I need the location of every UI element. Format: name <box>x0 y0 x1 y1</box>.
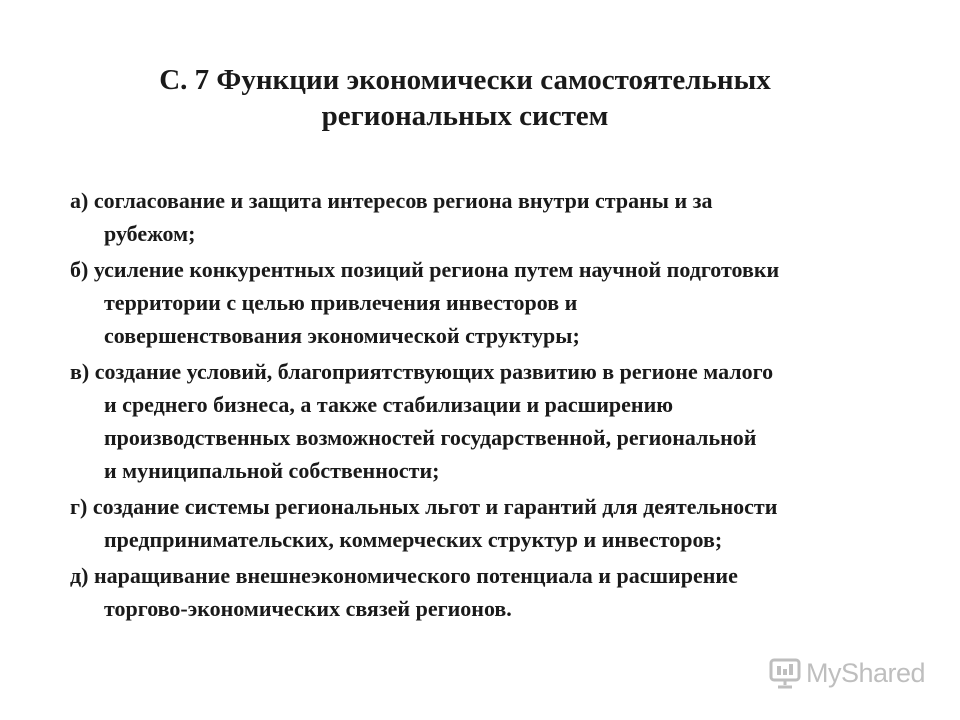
function-list <box>70 184 940 628</box>
list-item-a <box>70 184 940 250</box>
item-v-line-1: в) создание условий, благоприятствующих развитию в регионе малого <box>70 359 774 384</box>
watermark-text: MyShared <box>806 657 926 688</box>
presentation-board-icon <box>768 656 802 690</box>
item-d-line-1: д) наращивание внешнеэкономического потенциала и расширение <box>70 563 738 588</box>
list-item-b <box>70 253 940 352</box>
item-b-line-3: совершенствования экономической структуры; <box>104 323 580 348</box>
item-g-line-1: г) создание системы региональных льгот и гарантий для деятельности <box>70 494 778 519</box>
item-b-line-2: территории с целью привлечения инвесторов и <box>104 290 578 315</box>
list-item-d <box>70 559 940 625</box>
item-v-line-2: и среднего бизнеса, а также стабилизации и расширению <box>104 392 674 417</box>
item-d-line-2: торгово-экономических связей регионов. <box>104 596 512 621</box>
item-v-line-3: производственных возможностей государственной, региональной <box>104 425 757 450</box>
slide-title-line-1: С. 7 Функции экономически самостоятельных <box>159 64 771 96</box>
item-a-line-1: а) согласование и защита интересов региона внутри страны и за <box>70 188 713 213</box>
myshared-watermark <box>768 655 925 691</box>
item-g-line-2: предпринимательских, коммерческих структур и инвесторов; <box>104 527 723 552</box>
list-item-g <box>70 490 940 556</box>
item-v-line-4: и муниципальной собственности; <box>104 458 440 483</box>
slide-title <box>60 62 870 134</box>
slide-title-line-2: региональных систем <box>321 100 609 132</box>
item-a-line-2: рубежом; <box>104 221 196 246</box>
list-item-v <box>70 355 940 487</box>
item-b-line-1: б) усиление конкурентных позиций региона путем научной подготовки <box>70 257 780 282</box>
